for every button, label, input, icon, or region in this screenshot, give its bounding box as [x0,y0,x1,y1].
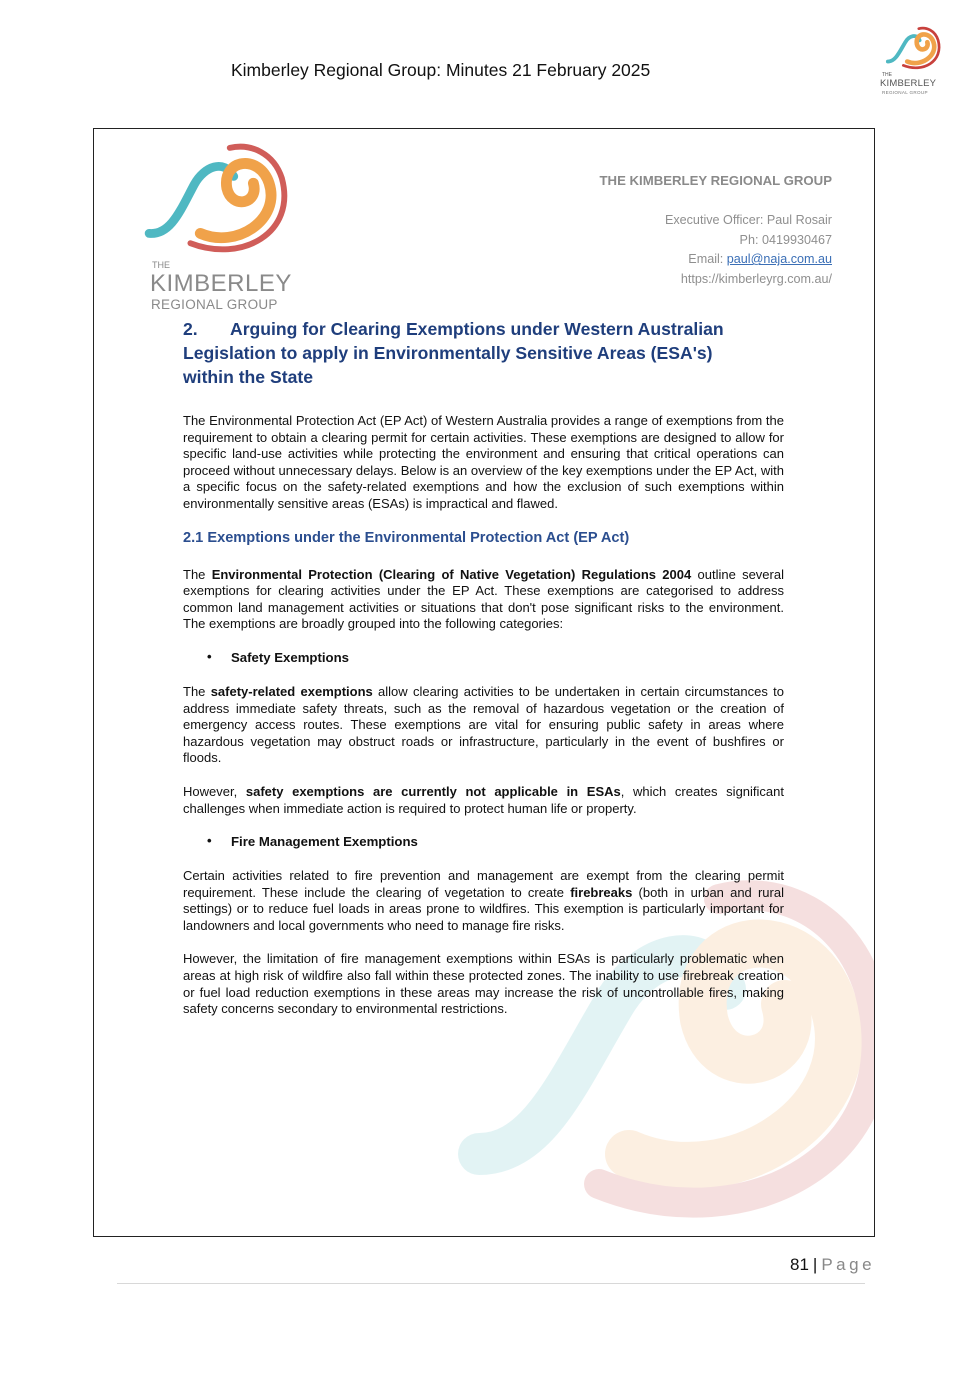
page-word: Page [821,1255,876,1274]
regulations-paragraph: The Environmental Protection (Clearing of Native Vegetation) Regulations 2004 outline several exemptions for clearing activities under the EP Act. These exemptions are categorised to address common land management activities or situations that don't pose significant risks to the environment. The exemptions are broadly grouped into the following categories: [183,566,784,632]
kimberley-swirl-icon [884,22,942,74]
section-title-line2: Legislation to apply in Environmentally Sensitive Areas (ESA's) [183,343,713,363]
executive-officer: Executive Officer: Paul Rosair [664,213,832,227]
email-label: Email: [688,252,727,267]
website[interactable]: https://kimberleyrg.com.au/ [680,271,832,286]
email-link[interactable]: paul@naja.com.au [726,252,832,267]
kimberley-swirl-icon [142,139,292,257]
bullet-label: Fire Management Exemptions [231,834,418,850]
bullet-fire-management [183,834,784,849]
safety-limitation-paragraph: However, safety exemptions are currently not applicable in ESAs, which creates significant challenges when immediate action is required to protect human life or property. [183,783,784,816]
section-heading [183,317,784,389]
page-header-title: Kimberley Regional Group: Minutes 21 February 2025 [231,60,651,80]
letterhead-contact [599,173,832,289]
bullet-safety-exemptions [183,650,784,665]
footer-divider [117,1283,865,1284]
corner-logo-the: THE [882,72,892,78]
letterhead-logo-the: THE [152,260,170,270]
regulations-name: Environmental Protection (Clearing of Native Vegetation) Regulations 2004 [211,566,692,582]
corner-logo [876,22,948,102]
fire-limitation-paragraph: However, the limitation of fire management exemptions within ESAs is particularly problematic when areas at high risk of wildfire also fall within these protected zones. The inability to use firebreak creation or fuel load reduction exemptions in these areas may increase the risk of uncontrollable fires, making safety concerns secondary to environmental restrictions. [183,951,784,1017]
safety-paragraph: The safety-related exemptions allow clearing activities to be undertaken in certain circumstances to address immediate safety threats, such as the removal of hazardous vegetation or the creation of emergency access routes. These exemptions are vital for ensuring public safety in areas where hazardous vegetation may obstruct roads or infrastructure, particularly in the event of bushfires or floods. [183,683,784,766]
org-name: THE KIMBERLEY REGIONAL GROUP [599,173,832,188]
section-title-line1: Arguing for Clearing Exemptions under Western Australian [230,319,724,339]
phone-number: Ph: 0419930467 [739,232,832,247]
email-line [599,250,832,270]
page-footer [790,1255,875,1275]
subsection-heading: 2.1 Exemptions under the Environmental Protection Act (EP Act) [183,529,630,546]
letter-frame [93,128,875,1237]
page-separator: | [812,1255,818,1274]
intro-paragraph: The Environmental Protection Act (EP Act) of Western Australia provides a range of exemptions from the requirement to obtain a clearing permit for certain activities. These exemptions are designed to allow for specific land-use activities while protecting the environment and ensuring that critical operations can proceed without unnecessary delays. Below is an overview of the key exemptions under the EP Act, with a specific focus on the safety-related exemptions and how the exclusion of such exemptions within environmentally sensitive areas (ESAs) is impractical and flawed. [183,413,784,511]
bullet-icon: • [207,648,212,664]
fire-paragraph: Certain activities related to fire prevention and management are exempt from the clearing permit requirement. These include the clearing of vegetation to create firebreaks (both in urban and rural settings) or to reduce fuel loads in areas prone to wildfires. This exemption is particularly important for landowners and local governments who need to manage fire risks. [183,868,784,933]
section-number: 2. [183,319,198,339]
page-number: 81 [790,1255,809,1274]
document-body [183,317,784,1035]
letterhead-logo-sub: REGIONAL GROUP [151,297,278,312]
bullet-label: Safety Exemptions [231,649,349,665]
letterhead-logo [142,139,292,312]
corner-logo-name: KIMBERLEY [880,78,937,89]
section-title-line3: within the State [183,367,314,387]
bullet-icon: • [207,833,212,849]
letterhead-logo-name: KIMBERLEY [150,270,292,297]
corner-logo-sub: REGIONAL GROUP [882,90,928,95]
